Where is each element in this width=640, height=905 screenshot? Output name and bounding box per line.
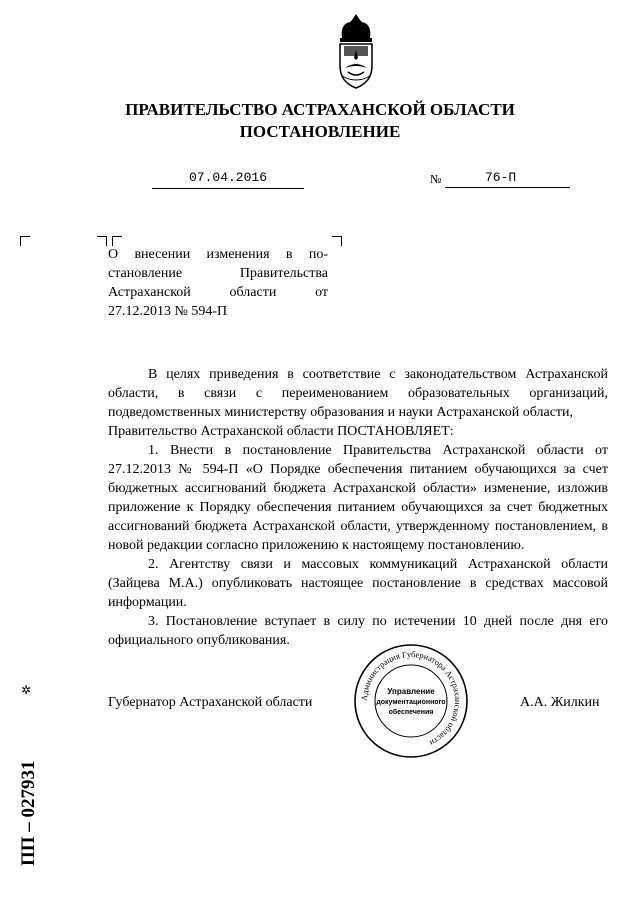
document-type-title: ПОСТАНОВЛЕНИЕ xyxy=(239,122,401,141)
side-registration-code xyxy=(12,680,40,870)
stamp-line-1: Управление xyxy=(387,687,435,696)
corner-mark-inner-left xyxy=(97,236,107,246)
stamp-line-2: документационного xyxy=(376,699,446,706)
coat-of-arms-emblem xyxy=(328,12,384,90)
document-body xyxy=(108,365,608,650)
subject-line: 27.12.2013 № 594-П xyxy=(108,304,228,319)
stamp-line-3: обеспечения xyxy=(388,709,434,716)
body-paragraph-item-3: 3. Постановление вступает в силу по истечении 10 дней после дня его официального опубликования. xyxy=(108,614,608,648)
document-number: 76-П xyxy=(445,170,570,188)
organization-title: ПРАВИТЕЛЬСТВО АСТРАХАНСКОЙ ОБЛАСТИ xyxy=(125,100,515,119)
side-code-text: ПП – 027931 xyxy=(18,760,39,866)
body-paragraph-decree: Правительство Астраханской области ПОСТАНОВЛЯЕТ: xyxy=(108,424,454,439)
document-date: 07.04.2016 xyxy=(152,170,304,189)
asterisk-icon: ✲ xyxy=(20,683,32,697)
signatory-title: Губернатор Астраханской области xyxy=(108,695,313,710)
stamp-ring-text: Администрация Губернатора Астраханской области xyxy=(358,648,464,749)
corner-mark-right xyxy=(332,236,342,246)
body-paragraph-preamble: В целях приведения в соответствие с законодательством Астраханской области, в связи с переименованием образовательных организаций, подведомственных министерству образования и науки Астраханской области, xyxy=(108,367,608,420)
official-stamp xyxy=(352,642,470,760)
signatory-name: А.А. Жилкин xyxy=(520,695,600,710)
subject-line: О внесении изменения в по- xyxy=(108,247,328,262)
body-paragraph-item-2: 2. Агентству связи и массовых коммуникаций Астраханской области (Зайцева М.А.) опубликовать настоящее постановление в средствах массовой информации. xyxy=(108,557,608,610)
corner-mark-left xyxy=(20,236,30,246)
subject-line: становление Правительства xyxy=(108,266,328,281)
body-paragraph-item-1: 1. Внести в постановление Правительства Астраханской области от 27.12.2013 № 594-П «О Порядке обеспечения питанием обучающихся за счет бюджетных ассигнований бюджета Астраханской области» изменение, изложив приложение к Порядку обеспечения питанием обучающихся за счет бюджетных ассигнований бюджета Астраханской области, утвержденному постановлением, в новой редакции согласно приложению к настоящему постановлению. xyxy=(108,443,608,553)
number-sign: № xyxy=(430,172,442,186)
document-subject xyxy=(108,245,328,321)
subject-line: Астраханской области от xyxy=(108,285,328,300)
